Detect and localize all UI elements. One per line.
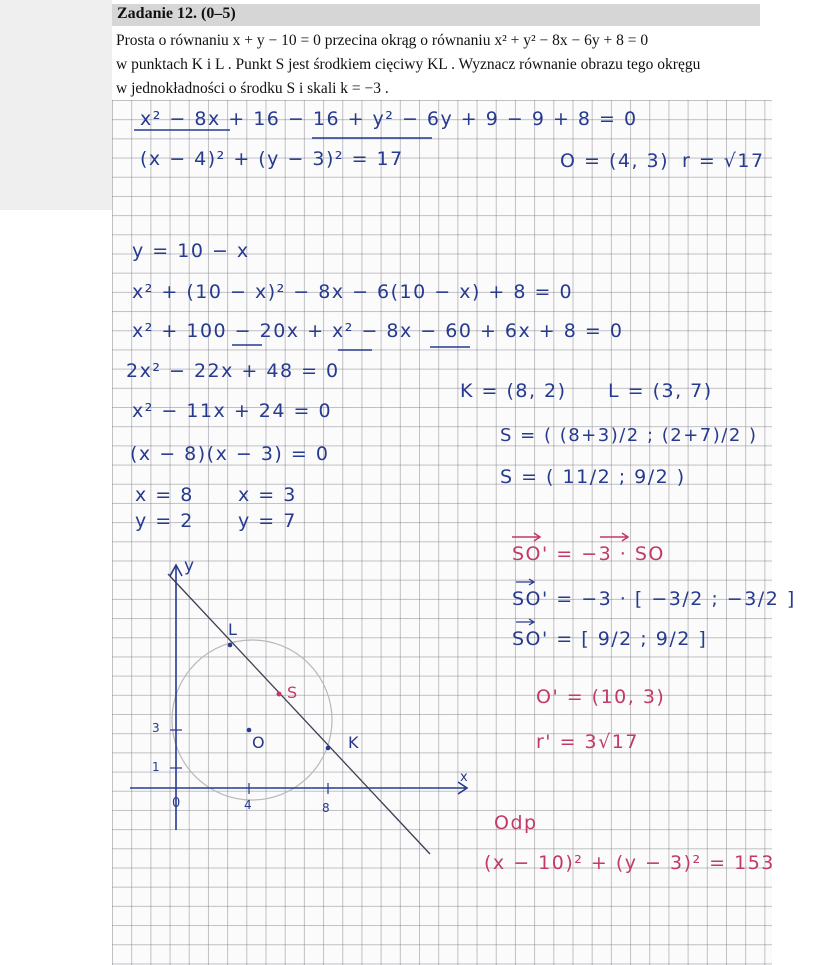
vector-arrow-3	[516, 619, 534, 625]
tick-y-3-label: 3	[152, 721, 162, 735]
origin-label: 0	[172, 796, 182, 811]
expanded-equation: x² + 100 − 20x + x² − 8x − 60 + 6x + 8 = 0	[132, 320, 624, 342]
root-y1: y = 2	[135, 510, 194, 532]
y-axis-label: y	[184, 556, 196, 576]
point-k-coordinates: K = (8, 2)	[460, 380, 567, 402]
midpoint-formula: S = ( (8+3)/2 ; (2+7)/2 )	[500, 425, 758, 446]
midpoint-value: S = ( 11/2 ; 9/2 )	[500, 466, 686, 488]
answer-equation: (x − 10)² + (y − 3)² = 153	[484, 852, 775, 874]
point-s	[277, 692, 282, 697]
point-k	[326, 746, 331, 751]
point-o	[247, 728, 252, 733]
answer-label: Odp	[494, 812, 538, 834]
point-k-label: K	[348, 733, 360, 752]
point-l-label: L	[228, 620, 239, 639]
tick-x-8-label: 8	[322, 801, 332, 815]
homothety-vector-result: SO' = [ 9/2 ; 9/2 ]	[512, 628, 708, 650]
homothety-vector-relation: SO' = −3 · SO	[512, 543, 665, 565]
point-o-label: O	[252, 733, 267, 752]
line-kl	[168, 574, 430, 854]
vector-arrow-2	[516, 579, 534, 585]
task-text-line-2: w punktach K i L . Punkt S jest środkiem cięciwy KL . Wyznacz równanie obrazu tego okręgu	[116, 56, 701, 73]
circle-radius: r = √17	[682, 150, 765, 172]
image-radius: r' = 3√17	[536, 731, 639, 753]
point-l-coordinates: L = (3, 7)	[608, 380, 713, 402]
root-x2: x = 3	[238, 484, 297, 506]
task-title: Zadanie 12. (0–5)	[117, 5, 236, 22]
point-s-label: S	[287, 683, 299, 702]
root-y2: y = 7	[238, 510, 297, 532]
reduced-quadratic: x² − 11x + 24 = 0	[132, 400, 333, 422]
circle-center: O = (4, 3)	[560, 150, 670, 172]
substituted-equation: x² + (10 − x)² − 8x − 6(10 − x) + 8 = 0	[132, 281, 574, 303]
completing-square-equation: x² − 8x + 16 − 16 + y² − 6y + 9 − 9 + 8 = 0	[140, 108, 638, 130]
image-center: O' = (10, 3)	[536, 686, 666, 708]
homothety-vector-substitution: SO' = −3 · [ −3/2 ; −3/2 ]	[512, 588, 796, 610]
tick-x-4-label: 4	[244, 798, 254, 812]
task-text-line-3: w jednokładności o środku S i skali k = −3 .	[116, 80, 389, 97]
task-text-line-1: Prosta o równaniu x + y − 10 = 0 przecina okrąg o równaniu x² + y² − 8x − 6y + 8 = 0	[116, 32, 649, 49]
point-l	[228, 643, 233, 648]
line-substitution: y = 10 − x	[132, 240, 250, 262]
circle-equation: (x − 4)² + (y − 3)² = 17	[140, 148, 404, 170]
factored-equation: (x − 8)(x − 3) = 0	[130, 443, 330, 465]
x-axis-label: x	[460, 770, 470, 785]
quadratic-equation: 2x² − 22x + 48 = 0	[126, 360, 340, 382]
vector-arrow-so-prime	[512, 533, 540, 541]
vector-arrow-so	[600, 533, 628, 541]
tick-y-1-label: 1	[152, 760, 162, 774]
root-x1: x = 8	[135, 484, 194, 506]
